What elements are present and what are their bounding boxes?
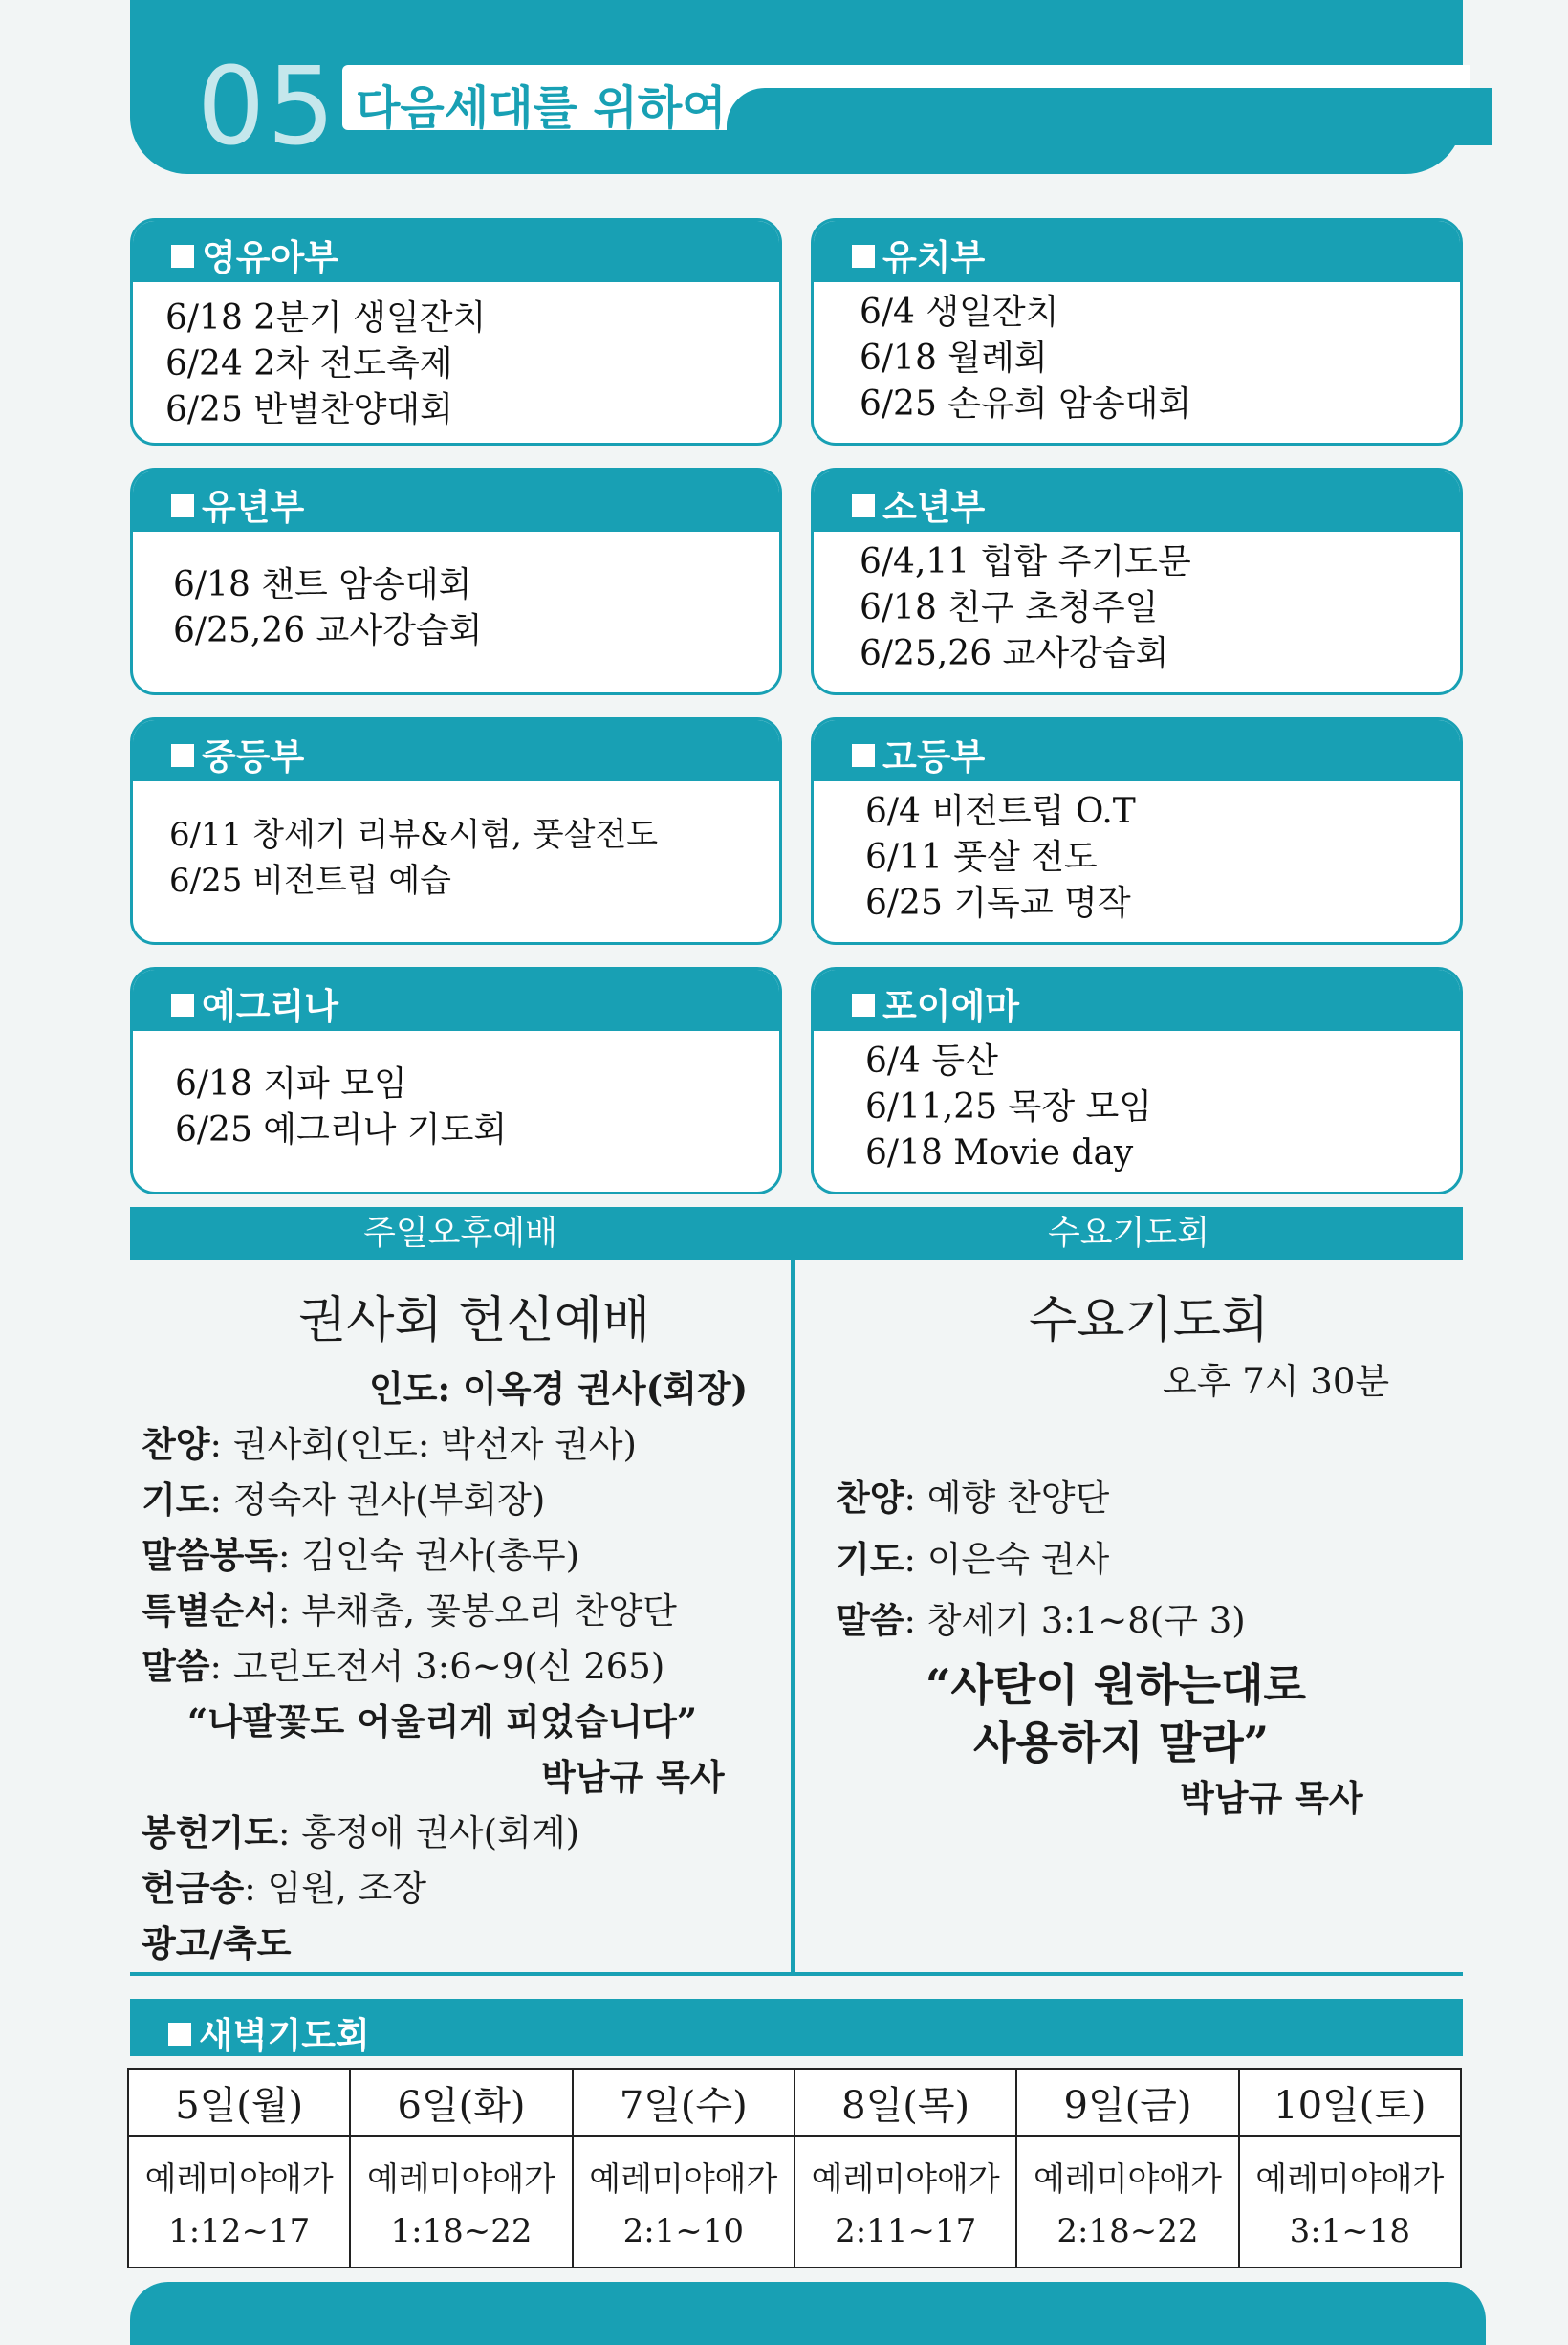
program-value: : 김인숙 권사(총무) bbox=[277, 1535, 580, 1576]
dept-card-caption bbox=[133, 720, 779, 781]
square-bullet-icon bbox=[852, 245, 875, 268]
schedule-item: 6/25,26 교사강습회 bbox=[173, 611, 483, 650]
dept-schedule bbox=[860, 290, 1450, 427]
dept-name: 소년부 bbox=[882, 487, 986, 528]
square-bullet-icon bbox=[171, 994, 194, 1017]
sermon-title-line1: “사탄이 원하는대로 bbox=[926, 1659, 1306, 1711]
program-item bbox=[836, 1469, 1109, 1521]
day-header: 5일(월) bbox=[128, 2069, 350, 2136]
closing-item: 광고/축도 bbox=[142, 1922, 292, 1964]
schedule-item: 6/4 등산 bbox=[865, 1041, 998, 1081]
program-item bbox=[142, 1415, 637, 1467]
dept-card-caption bbox=[814, 720, 1460, 781]
program-value: : 예향 찬양단 bbox=[904, 1478, 1110, 1519]
schedule-item: 6/4,11 힙합 주기도문 bbox=[860, 542, 1191, 581]
schedule-item: 6/18 친구 초청주일 bbox=[860, 588, 1159, 627]
program-label: 기도 bbox=[142, 1479, 210, 1521]
scripture-cell bbox=[573, 2136, 795, 2268]
dawn-prayer-heading: 새벽기도회 bbox=[199, 2015, 370, 2056]
sermon-title-line2: 사용하지 말라” bbox=[973, 1717, 1270, 1768]
dept-name: 유년부 bbox=[202, 487, 305, 528]
dept-card-caption bbox=[814, 970, 1460, 1031]
scripture-book: 예레미야애가 bbox=[366, 2160, 556, 2199]
wednesday-service-heading: 수요기도회 bbox=[795, 1207, 1463, 1260]
dept-card-caption bbox=[133, 221, 779, 282]
page-footer-band bbox=[130, 2282, 1486, 2345]
schedule-item: 6/4 비전트립 O.T bbox=[865, 792, 1136, 831]
schedule-item: 6/11 풋살 전도 bbox=[865, 838, 1098, 877]
scripture-ref: 2:1~10 bbox=[622, 2212, 745, 2250]
program-value: : 권사회(인도: 박선자 권사) bbox=[209, 1424, 637, 1465]
dept-card-kindergarten bbox=[811, 218, 1463, 446]
schedule-item: 6/25 비전트립 예습 bbox=[169, 862, 452, 900]
dept-card-yegrina bbox=[130, 967, 782, 1194]
program-value: : 고린도전서 3:6~9(신 265) bbox=[209, 1646, 665, 1687]
schedule-item: 6/11 창세기 리뷰&시험, 풋살전도 bbox=[169, 816, 659, 854]
scripture-ref: 1:12~17 bbox=[168, 2212, 311, 2250]
sunday-service-heading: 주일오후예배 bbox=[130, 1207, 791, 1260]
scripture-cell bbox=[350, 2136, 572, 2268]
section-header bbox=[130, 0, 1463, 174]
dept-name: 포이에마 bbox=[882, 986, 1019, 1027]
program-item bbox=[142, 1471, 545, 1523]
section-title-bar bbox=[342, 65, 1470, 135]
scripture-ref: 3:1~18 bbox=[1289, 2212, 1411, 2250]
schedule-item: 6/18 월례회 bbox=[860, 339, 1048, 378]
section-rule bbox=[130, 1972, 1463, 1976]
schedule-item: 6/25 손유희 암송대회 bbox=[860, 384, 1192, 424]
dept-schedule bbox=[175, 1062, 770, 1153]
day-header: 7일(수) bbox=[573, 2069, 795, 2136]
dept-name: 중등부 bbox=[202, 736, 305, 778]
square-bullet-icon bbox=[171, 744, 194, 767]
column-divider bbox=[791, 1207, 795, 1976]
scripture-book: 예레미야애가 bbox=[811, 2160, 1000, 2199]
scripture-ref: 2:18~22 bbox=[1056, 2212, 1199, 2250]
day-header: 6일(화) bbox=[350, 2069, 572, 2136]
program-item bbox=[142, 1582, 677, 1633]
sunday-service-title: 권사회 헌신예배 bbox=[298, 1292, 651, 1349]
program-value: : 이은숙 권사 bbox=[904, 1539, 1110, 1580]
program-item bbox=[142, 1804, 579, 1855]
scripture-book: 예레미야애가 bbox=[589, 2160, 778, 2199]
square-bullet-icon bbox=[171, 494, 194, 517]
square-bullet-icon bbox=[171, 245, 194, 268]
program-label: 기도 bbox=[836, 1538, 904, 1580]
program-label: 찬양 bbox=[836, 1477, 904, 1519]
day-header: 10일(토) bbox=[1239, 2069, 1461, 2136]
day-header: 9일(금) bbox=[1016, 2069, 1238, 2136]
square-bullet-icon bbox=[852, 744, 875, 767]
square-bullet-icon bbox=[852, 494, 875, 517]
day-header: 8일(목) bbox=[795, 2069, 1016, 2136]
dept-schedule bbox=[860, 539, 1450, 677]
program-label: 말씀 bbox=[836, 1599, 904, 1641]
scripture-book: 예레미야애가 bbox=[144, 2160, 334, 2199]
program-value: : 부채춤, 꽃봉오리 찬양단 bbox=[277, 1590, 677, 1632]
dept-card-caption bbox=[814, 471, 1460, 532]
dept-card-middle-school bbox=[130, 717, 782, 945]
scripture-ref: 1:18~22 bbox=[390, 2212, 533, 2250]
program-item bbox=[836, 1530, 1109, 1582]
program-value: : 창세기 3:1~8(구 3) bbox=[904, 1600, 1246, 1641]
dept-schedule bbox=[169, 812, 770, 904]
dept-name: 유치부 bbox=[882, 237, 986, 278]
program-label: 봉헌기도 bbox=[142, 1811, 278, 1853]
dept-schedule bbox=[165, 296, 770, 433]
program-label: 말씀봉독 bbox=[142, 1534, 278, 1576]
scripture-book: 예레미야애가 bbox=[1033, 2160, 1223, 2199]
scripture-cell bbox=[128, 2136, 350, 2268]
schedule-item: 6/25 반별찬양대회 bbox=[165, 390, 453, 429]
wednesday-time: 오후 7시 30분 bbox=[1163, 1361, 1390, 1402]
sunday-leader: 인도: 이옥경 권사(회장) bbox=[369, 1368, 749, 1410]
scripture-cell bbox=[1016, 2136, 1238, 2268]
schedule-item: 6/25 예그리나 기도회 bbox=[175, 1110, 508, 1150]
program-value: : 홍정애 권사(회계) bbox=[277, 1812, 580, 1853]
dept-card-junior bbox=[811, 468, 1463, 695]
table-header-row bbox=[128, 2069, 1461, 2136]
scripture-ref: 2:11~17 bbox=[835, 2212, 977, 2250]
dept-name: 고등부 bbox=[882, 736, 986, 778]
schedule-item: 6/4 생일잔치 bbox=[860, 293, 1059, 332]
section-number: 05 bbox=[197, 45, 338, 169]
dept-name: 예그리나 bbox=[202, 986, 338, 1027]
dept-card-high-school bbox=[811, 717, 1463, 945]
schedule-item: 6/18 지파 모임 bbox=[175, 1064, 407, 1104]
program-label: 헌금송 bbox=[142, 1867, 245, 1909]
schedule-item: 6/25,26 교사강습회 bbox=[860, 634, 1169, 673]
program-item bbox=[836, 1591, 1246, 1643]
schedule-item: 6/18 Movie day bbox=[865, 1133, 1134, 1172]
schedule-item: 6/11,25 목장 모임 bbox=[865, 1087, 1153, 1127]
program-item bbox=[142, 1526, 579, 1578]
dept-card-caption bbox=[814, 221, 1460, 282]
scripture-cell bbox=[795, 2136, 1016, 2268]
schedule-item: 6/18 2분기 생일잔치 bbox=[165, 298, 487, 338]
schedule-item: 6/24 2차 전도축제 bbox=[165, 344, 453, 384]
dept-card-infant bbox=[130, 218, 782, 446]
dawn-prayer-table bbox=[127, 2068, 1462, 2268]
dept-card-caption bbox=[133, 970, 779, 1031]
program-value: : 임원, 조장 bbox=[244, 1868, 426, 1909]
dept-card-poiema bbox=[811, 967, 1463, 1194]
program-label: 특별순서 bbox=[142, 1589, 278, 1632]
scripture-book: 예레미야애가 bbox=[1255, 2160, 1445, 2199]
section-title: 다음세대를 위하여 bbox=[356, 81, 727, 135]
program-label: 찬양 bbox=[142, 1423, 210, 1465]
schedule-item: 6/18 챈트 암송대회 bbox=[173, 565, 472, 604]
dept-schedule bbox=[865, 789, 1450, 927]
dawn-prayer-caption bbox=[130, 1999, 1463, 2056]
dept-card-primary bbox=[130, 468, 782, 695]
program-item bbox=[142, 1859, 426, 1911]
program-item bbox=[142, 1637, 664, 1689]
schedule-item: 6/25 기독교 명작 bbox=[865, 884, 1131, 923]
scripture-cell bbox=[1239, 2136, 1461, 2268]
table-row bbox=[128, 2136, 1461, 2268]
square-bullet-icon bbox=[168, 2023, 191, 2046]
dept-name: 영유아부 bbox=[202, 237, 338, 278]
program-label: 말씀 bbox=[142, 1645, 210, 1687]
square-bullet-icon bbox=[852, 994, 875, 1017]
dept-schedule bbox=[865, 1039, 1450, 1176]
dept-schedule bbox=[173, 562, 770, 654]
wednesday-service-title: 수요기도회 bbox=[1029, 1292, 1270, 1349]
preacher-name: 박남규 목사 bbox=[1180, 1777, 1363, 1819]
program-value: : 정숙자 권사(부회장) bbox=[209, 1479, 546, 1521]
dept-card-caption bbox=[133, 471, 779, 532]
preacher-name: 박남규 목사 bbox=[541, 1756, 725, 1798]
sermon-title: “나팔꽃도 어울리게 피었습니다” bbox=[187, 1700, 697, 1742]
